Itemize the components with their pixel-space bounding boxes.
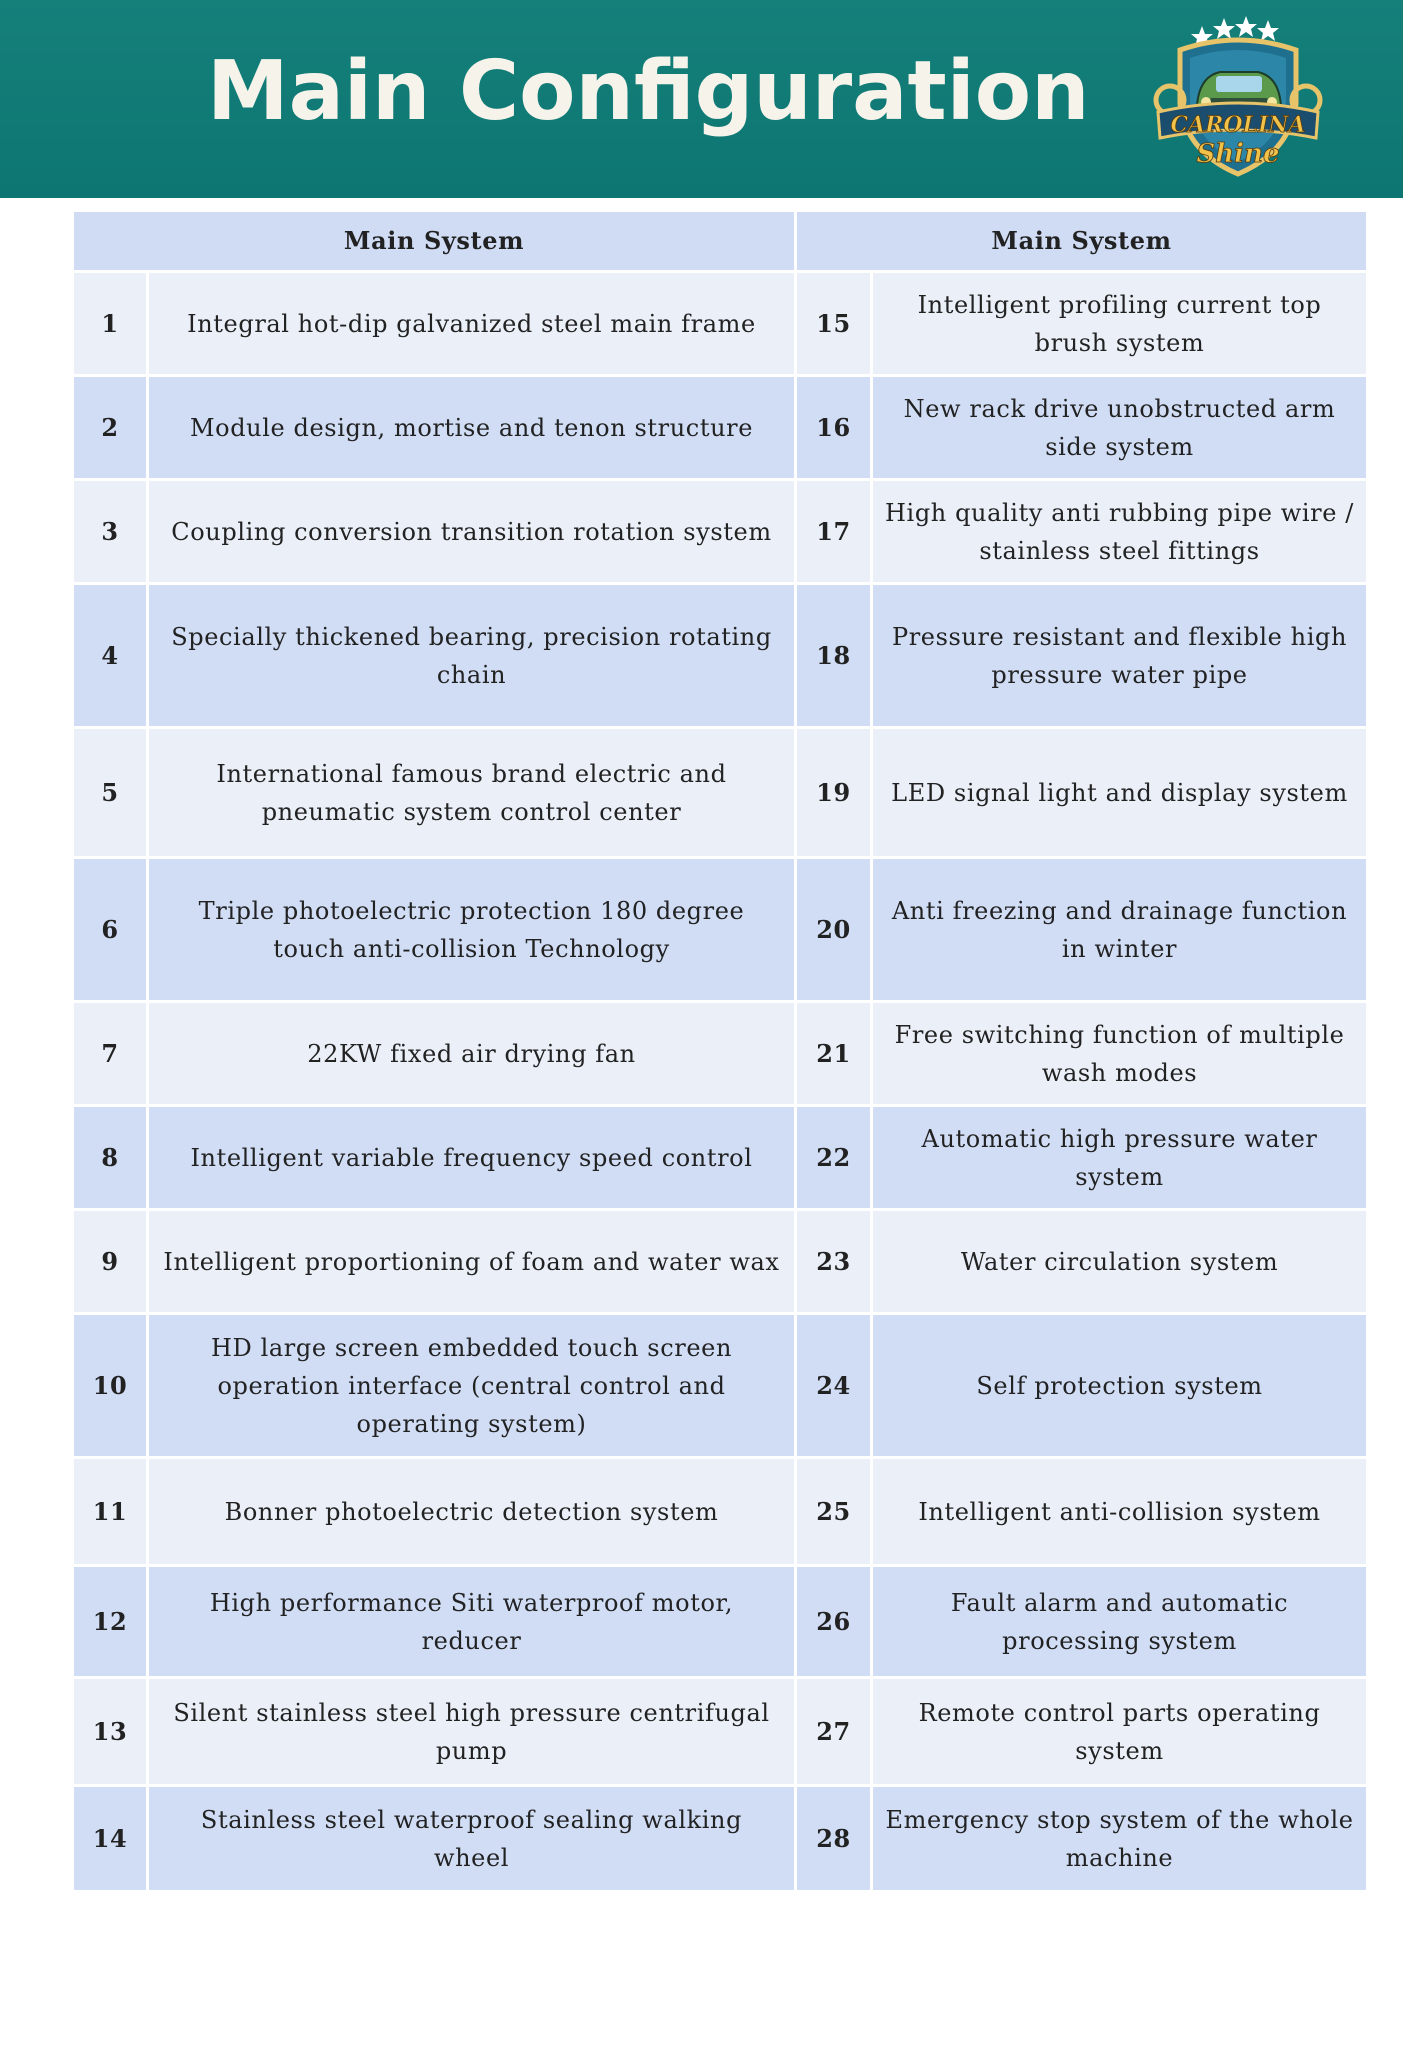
left-item-number: 5: [73, 728, 148, 858]
right-item-number: 15: [796, 272, 872, 376]
left-item-text: Coupling conversion transition rotation system: [148, 480, 796, 584]
right-item-number: 25: [796, 1458, 872, 1566]
right-item-number: 28: [796, 1786, 872, 1892]
left-item-text: 22KW fixed air drying fan: [148, 1002, 796, 1106]
right-item-number: 24: [796, 1314, 872, 1458]
left-item-text: HD large screen embedded touch screen operation interface (central control and operating system): [148, 1314, 796, 1458]
right-item-text: High quality anti rubbing pipe wire / stainless steel fittings: [872, 480, 1368, 584]
right-item-text: Anti freezing and drainage function in winter: [872, 858, 1368, 1002]
right-item-text: Intelligent anti-collision system: [872, 1458, 1368, 1566]
right-item-text: Pressure resistant and flexible high pressure water pipe: [872, 584, 1368, 728]
left-item-text: Intelligent variable frequency speed control: [148, 1106, 796, 1210]
left-item-number: 4: [73, 584, 148, 728]
right-item-number: 18: [796, 584, 872, 728]
table-header-row: [73, 211, 1368, 272]
right-item-text: Self protection system: [872, 1314, 1368, 1458]
table-row: [73, 1566, 1368, 1678]
table-row: [73, 480, 1368, 584]
left-item-text: Bonner photoelectric detection system: [148, 1458, 796, 1566]
right-item-text: LED signal light and display system: [872, 728, 1368, 858]
right-item-text: Remote control parts operating system: [872, 1678, 1368, 1786]
right-item-number: 27: [796, 1678, 872, 1786]
left-item-number: 6: [73, 858, 148, 1002]
right-item-number: 21: [796, 1002, 872, 1106]
left-item-text: Intelligent proportioning of foam and water wax: [148, 1210, 796, 1314]
right-item-text: Intelligent profiling current top brush system: [872, 272, 1368, 376]
logo-text-carolina: CAROLINA: [1170, 112, 1306, 138]
left-item-text: Triple photoelectric protection 180 degree touch anti-collision Technology: [148, 858, 796, 1002]
table-row: [73, 1786, 1368, 1892]
page-title: Main Configuration: [207, 44, 1090, 139]
header-banner: [0, 0, 1403, 198]
left-item-number: 2: [73, 376, 148, 480]
table-row: [73, 858, 1368, 1002]
right-item-text: Water circulation system: [872, 1210, 1368, 1314]
left-item-number: 13: [73, 1678, 148, 1786]
right-item-number: 22: [796, 1106, 872, 1210]
right-item-text: Fault alarm and automatic processing system: [872, 1566, 1368, 1678]
table-row: [73, 1678, 1368, 1786]
table-row: [73, 272, 1368, 376]
left-item-number: 12: [73, 1566, 148, 1678]
left-item-text: Module design, mortise and tenon structure: [148, 376, 796, 480]
column-header-left: Main System: [73, 211, 796, 272]
right-item-number: 20: [796, 858, 872, 1002]
right-item-text: New rack drive unobstructed arm side system: [872, 376, 1368, 480]
left-item-text: Integral hot-dip galvanized steel main frame: [148, 272, 796, 376]
right-item-text: Emergency stop system of the whole machine: [872, 1786, 1368, 1892]
right-item-text: Free switching function of multiple wash modes: [872, 1002, 1368, 1106]
right-item-number: 19: [796, 728, 872, 858]
left-item-text: Silent stainless steel high pressure centrifugal pump: [148, 1678, 796, 1786]
table-row: [73, 376, 1368, 480]
table-row: [73, 584, 1368, 728]
left-item-text: Stainless steel waterproof sealing walking wheel: [148, 1786, 796, 1892]
table-row: [73, 728, 1368, 858]
left-item-number: 3: [73, 480, 148, 584]
table-row: [73, 1002, 1368, 1106]
column-header-right: Main System: [796, 211, 1368, 272]
table-row: [73, 1458, 1368, 1566]
left-item-number: 11: [73, 1458, 148, 1566]
left-item-number: 10: [73, 1314, 148, 1458]
left-item-text: Specially thickened bearing, precision rotating chain: [148, 584, 796, 728]
left-item-text: High performance Siti waterproof motor, reducer: [148, 1566, 796, 1678]
right-item-number: 23: [796, 1210, 872, 1314]
left-item-number: 9: [73, 1210, 148, 1314]
right-item-number: 16: [796, 376, 872, 480]
left-item-number: 1: [73, 272, 148, 376]
right-item-number: 17: [796, 480, 872, 584]
carolina-shine-logo: [1140, 12, 1336, 182]
right-item-number: 26: [796, 1566, 872, 1678]
table-row: [73, 1106, 1368, 1210]
left-item-number: 7: [73, 1002, 148, 1106]
right-item-text: Automatic high pressure water system: [872, 1106, 1368, 1210]
table-row: [73, 1314, 1368, 1458]
left-item-number: 8: [73, 1106, 148, 1210]
logo-text-shine: Shine: [1196, 139, 1280, 169]
main-configuration-table: [71, 209, 1369, 1893]
left-item-number: 14: [73, 1786, 148, 1892]
left-item-text: International famous brand electric and pneumatic system control center: [148, 728, 796, 858]
table-row: [73, 1210, 1368, 1314]
